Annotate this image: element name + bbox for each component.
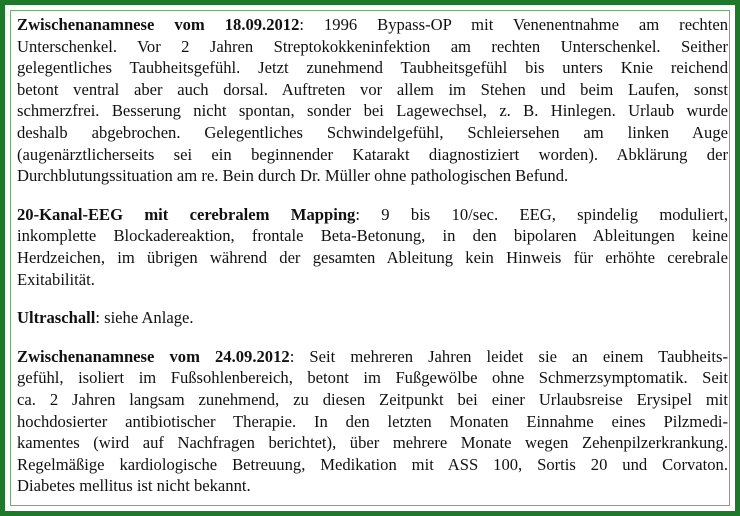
paragraph-heading: 20-Kanal-EEG mit cerebralem Mapping <box>17 204 356 224</box>
text-line: schmerzfrei. Besserung nicht spontan, sonder bei Lagewechsel, z. B. Hinlegen. Urlaub wurde <box>17 101 728 121</box>
text-line: ca. 2 Jahren langsam zunehmend, zu diesen Zeitpunkt bei einer Urlaubsreise Erysipel mit <box>17 389 728 409</box>
text-line <box>17 14 728 36</box>
text-line: deshalb abgebrochen. Gelegentliches Schwindelgefühl, Schleiersehen am linken Auge <box>17 122 728 142</box>
line-text: : Seit mehreren Jahren leidet sie an einem Taubheits- <box>289 346 728 366</box>
text-line <box>17 346 728 368</box>
text-line: Exitabilität. <box>17 269 95 289</box>
paragraph-heading: Zwischenanamnese vom 24.09.2012 <box>17 346 290 366</box>
text-line: Diabetes mellitus ist nicht bekannt. <box>17 476 251 496</box>
text-line: hochdosierter antibiotischer Therapie. In den letzten Monaten Einnahme eines Pilzmedi- <box>17 411 728 431</box>
text-line: gelegentliches Taubheitsgefühl. Jetzt zunehmend Taubheitsgefühl bis unters Knie reichend <box>17 58 728 78</box>
text-line: inkomplette Blockadereaktion, frontale Beta-Betonung, in den bipolaren Ableitungen keine <box>17 226 728 246</box>
text-line: kamentes (wird auf Nachfragen berichtet), über mehrere Monate wegen Zehenpilzerkrankung. <box>17 433 728 453</box>
text-line: Unterschenkel. Vor 2 Jahren Streptokokkeninfektion am rechten Unterschenkel. Seither <box>17 36 728 56</box>
text-line: betont ventral aber auch dorsal. Auftreten vor allem im Stehen und beim Laufen, sonst <box>17 79 728 99</box>
text-line: Regelmäßige kardiologische Betreuung, Medikation mit ASS 100, Sortis 20 und Corvaton. <box>17 454 728 474</box>
line-text: : 1996 Bypass-OP mit Venenentnahme am rechten <box>299 15 728 34</box>
paragraph-zwischenanamnese-2 <box>17 346 728 497</box>
line-text: : siehe Anlage. <box>95 308 194 328</box>
document-body <box>17 14 728 514</box>
text-line: gefühl, isoliert im Fußsohlenbereich, betont im Fußgewölbe ohne Schmerzsymptomatik. Seit <box>17 368 728 388</box>
text-line: Durchblutungssituation am re. Bein durch Dr. Müller ohne pathologischen Befund. <box>17 166 569 186</box>
text-line: (augenärztlicherseits sei ein beginnender Katarakt diagnostiziert worden). Abklärung der <box>17 144 728 164</box>
paragraph-heading: Zwischenanamnese vom 18.09.2012 <box>17 15 300 34</box>
paragraph-zwischenanamnese-1 <box>17 14 728 187</box>
paragraph-heading: Ultraschall <box>17 308 96 328</box>
text-line <box>17 307 728 329</box>
text-line: Herdzeichen, im übrigen während der gesamten Ableitung kein Hinweis für erhöhte cerebrale <box>17 247 728 267</box>
text-line <box>17 204 728 226</box>
paragraph-eeg <box>17 204 728 290</box>
paragraph-ultraschall <box>17 307 728 329</box>
line-text: : 9 bis 10/sec. EEG, spindelig moduliert, <box>355 204 728 224</box>
